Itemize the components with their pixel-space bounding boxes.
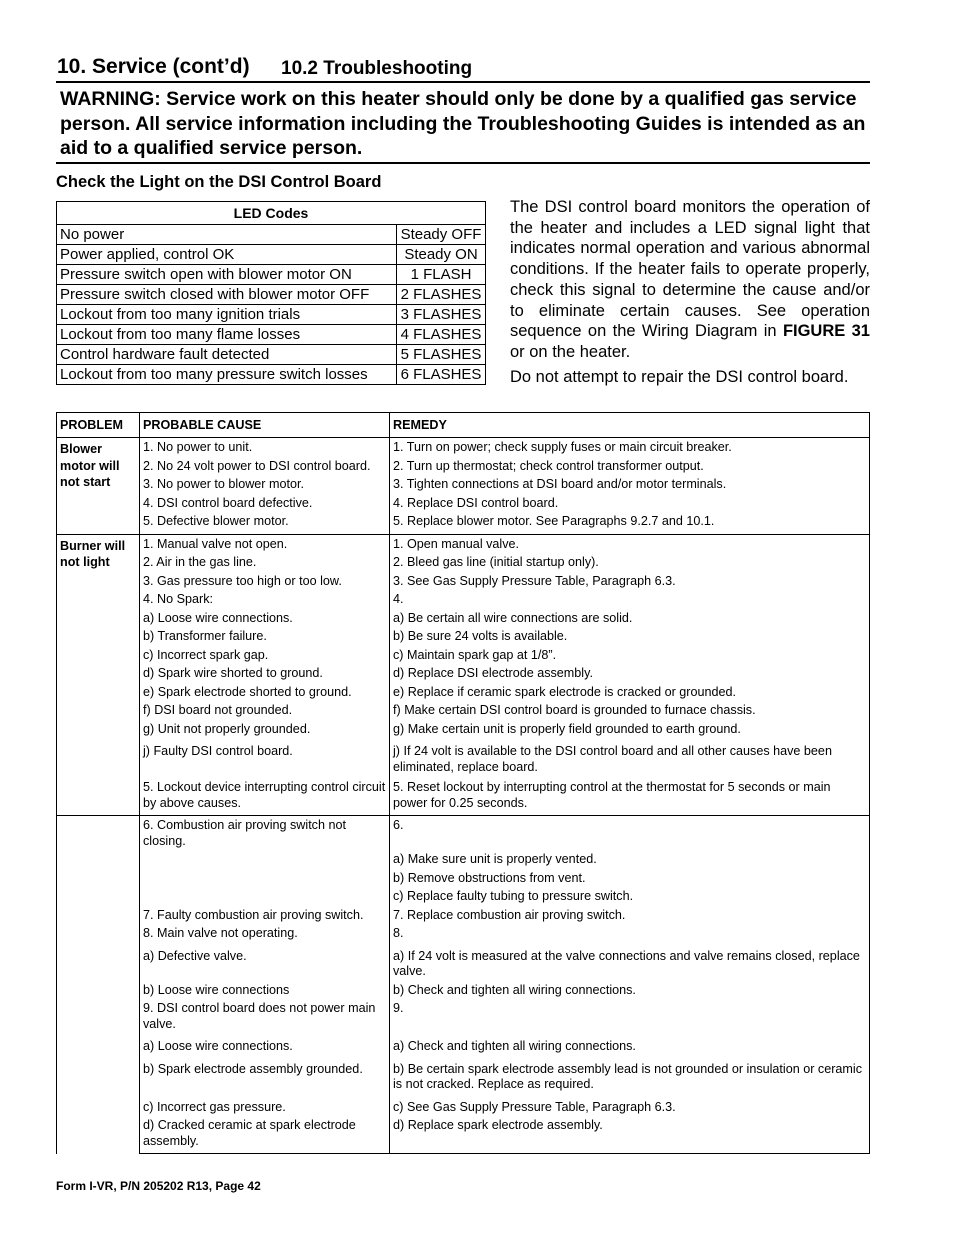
- cause-cell: 1. Manual valve not open.: [140, 534, 390, 553]
- remedy-cell: 5. Replace blower motor. See Paragraphs 9.2.7 and 10.1.: [390, 512, 870, 534]
- led-condition: Lockout from too many flame losses: [57, 325, 397, 345]
- led-code: 3 FLASHES: [397, 305, 486, 325]
- remedy-cell: 6.: [390, 816, 870, 851]
- remedy-cell: j) If 24 volt is available to the DSI control board and all other causes have been eliminated, replace board.: [390, 738, 870, 776]
- remedy-cell: a) If 24 volt is measured at the valve connections and valve remains closed, replace valve.: [390, 943, 870, 981]
- table-row: [57, 999, 870, 1033]
- led-code: 2 FLASHES: [397, 285, 486, 305]
- cause-cell: j) Faulty DSI control board.: [140, 738, 390, 776]
- table-row: [57, 609, 870, 628]
- table-row: [57, 494, 870, 513]
- header-problem: PROBLEM: [57, 413, 140, 438]
- remedy-cell: g) Make certain unit is properly field grounded to earth ground.: [390, 720, 870, 739]
- warning-text: WARNING: Service work on this heater should only be done by a qualified gas service person. All service information including the Troubleshooting Guides is intended as an aid to a qualified service person.: [60, 88, 866, 159]
- table-row: [57, 738, 870, 776]
- cause-cell: [140, 887, 390, 906]
- led-row: [57, 225, 486, 245]
- cause-cell: 2. No 24 volt power to DSI control board.: [140, 457, 390, 476]
- table-row: [57, 701, 870, 720]
- cause-cell: 4. No Spark:: [140, 590, 390, 609]
- led-row: [57, 285, 486, 305]
- cause-cell: a) Loose wire connections.: [140, 609, 390, 628]
- section-title: 10. Service (cont’d): [57, 55, 250, 78]
- remedy-cell: 9.: [390, 999, 870, 1033]
- cause-cell: c) Incorrect spark gap.: [140, 646, 390, 665]
- led-code: 4 FLASHES: [397, 325, 486, 345]
- led-condition: Pressure switch open with blower motor ON: [57, 265, 397, 285]
- remedy-cell: 3. Tighten connections at DSI board and/or motor terminals.: [390, 475, 870, 494]
- figure-reference: FIGURE 31: [782, 322, 870, 341]
- table-row: [57, 943, 870, 981]
- problem-cell: Blower motor will not start: [57, 438, 140, 535]
- remedy-cell: b) Be certain spark electrode assembly lead is not grounded or insulation or ceramic is not cracked. Replace as required.: [390, 1056, 870, 1094]
- remedy-cell: c) Replace faulty tubing to pressure switch.: [390, 887, 870, 906]
- table-row: [57, 512, 870, 534]
- led-code: 1 FLASH: [397, 265, 486, 285]
- led-code: Steady ON: [397, 245, 486, 265]
- remedy-cell: 8.: [390, 924, 870, 943]
- cause-cell: c) Incorrect gas pressure.: [140, 1094, 390, 1117]
- subsection-title: 10.2 Troubleshooting: [281, 58, 473, 79]
- check-light-heading: Check the Light on the DSI Control Board: [56, 173, 382, 191]
- led-row: [57, 365, 486, 385]
- dsi-repair-note: Do not attempt to repair the DSI control board.: [510, 367, 849, 386]
- table-row: [57, 1056, 870, 1094]
- table-row: [57, 572, 870, 591]
- table-row: [57, 646, 870, 665]
- cause-cell: 3. Gas pressure too high or too low.: [140, 572, 390, 591]
- table-row: [57, 664, 870, 683]
- remedy-cell: 3. See Gas Supply Pressure Table, Paragraph 6.3.: [390, 572, 870, 591]
- table-row: [57, 553, 870, 572]
- table-row: [57, 776, 870, 816]
- table-row: [57, 887, 870, 906]
- cause-cell: [140, 850, 390, 869]
- led-condition: Power applied, control OK: [57, 245, 397, 265]
- led-condition: Control hardware fault detected: [57, 345, 397, 365]
- problem-cell: [57, 816, 140, 1154]
- remedy-cell: 5. Reset lockout by interrupting control at the thermostat for 5 seconds or main power for 0.25 seconds.: [390, 776, 870, 816]
- cause-cell: b) Loose wire connections: [140, 981, 390, 1000]
- table-row: [57, 590, 870, 609]
- table-row: [57, 850, 870, 869]
- remedy-cell: f) Make certain DSI control board is grounded to furnace chassis.: [390, 701, 870, 720]
- remedy-cell: a) Be certain all wire connections are solid.: [390, 609, 870, 628]
- cause-cell: b) Transformer failure.: [140, 627, 390, 646]
- table-row: [57, 720, 870, 739]
- cause-cell: [140, 869, 390, 888]
- remedy-cell: 4.: [390, 590, 870, 609]
- cause-cell: b) Spark electrode assembly grounded.: [140, 1056, 390, 1094]
- remedy-cell: 1. Open manual valve.: [390, 534, 870, 553]
- led-codes-header: LED Codes: [57, 202, 486, 225]
- remedy-cell: a) Make sure unit is properly vented.: [390, 850, 870, 869]
- warning-rule: [56, 162, 870, 164]
- table-row: [57, 924, 870, 943]
- led-row: [57, 325, 486, 345]
- dsi-description: [510, 197, 870, 387]
- led-code: 5 FLASHES: [397, 345, 486, 365]
- cause-cell: 2. Air in the gas line.: [140, 553, 390, 572]
- remedy-cell: c) See Gas Supply Pressure Table, Paragraph 6.3.: [390, 1094, 870, 1117]
- table-row: [57, 906, 870, 925]
- cause-cell: 4. DSI control board defective.: [140, 494, 390, 513]
- table-row: [57, 1094, 870, 1117]
- cause-cell: 1. No power to unit.: [140, 438, 390, 457]
- cause-cell: 7. Faulty combustion air proving switch.: [140, 906, 390, 925]
- table-row: [57, 457, 870, 476]
- top-rule: [56, 81, 870, 83]
- table-row: [57, 1116, 870, 1154]
- cause-cell: e) Spark electrode shorted to ground.: [140, 683, 390, 702]
- cause-cell: 6. Combustion air proving switch not closing.: [140, 816, 390, 851]
- remedy-cell: b) Remove obstructions from vent.: [390, 869, 870, 888]
- header-remedy: REMEDY: [390, 413, 870, 438]
- table-row: [57, 475, 870, 494]
- led-condition: No power: [57, 225, 397, 245]
- table-row: [57, 1033, 870, 1056]
- cause-cell: g) Unit not properly grounded.: [140, 720, 390, 739]
- table-row: [57, 627, 870, 646]
- remedy-cell: c) Maintain spark gap at 1/8”.: [390, 646, 870, 665]
- cause-cell: d) Spark wire shorted to ground.: [140, 664, 390, 683]
- led-code: Steady OFF: [397, 225, 486, 245]
- table-row: [57, 534, 870, 553]
- cause-cell: 5. Lockout device interrupting control circuit by above causes.: [140, 776, 390, 816]
- led-row: [57, 245, 486, 265]
- led-row: [57, 265, 486, 285]
- remedy-cell: d) Replace spark electrode assembly.: [390, 1116, 870, 1154]
- remedy-cell: a) Check and tighten all wiring connections.: [390, 1033, 870, 1056]
- remedy-cell: 7. Replace combustion air proving switch.: [390, 906, 870, 925]
- cause-cell: a) Loose wire connections.: [140, 1033, 390, 1056]
- cause-cell: 5. Defective blower motor.: [140, 512, 390, 534]
- page-footer: Form I-VR, P/N 205202 R13, Page 42: [56, 1179, 261, 1193]
- cause-cell: 3. No power to blower motor.: [140, 475, 390, 494]
- problem-cell: Burner will not light: [57, 534, 140, 816]
- led-code: 6 FLASHES: [397, 365, 486, 385]
- remedy-cell: e) Replace if ceramic spark electrode is cracked or grounded.: [390, 683, 870, 702]
- remedy-cell: 2. Bleed gas line (initial startup only).: [390, 553, 870, 572]
- led-row: [57, 345, 486, 365]
- led-condition: Lockout from too many ignition trials: [57, 305, 397, 325]
- cause-cell: f) DSI board not grounded.: [140, 701, 390, 720]
- header-probable-cause: PROBABLE CAUSE: [140, 413, 390, 438]
- cause-cell: a) Defective valve.: [140, 943, 390, 981]
- led-codes-table: [56, 201, 486, 385]
- table-row: [57, 816, 870, 851]
- remedy-cell: 2. Turn up thermostat; check control transformer output.: [390, 457, 870, 476]
- remedy-cell: 4. Replace DSI control board.: [390, 494, 870, 513]
- remedy-cell: b) Be sure 24 volts is available.: [390, 627, 870, 646]
- led-row: [57, 305, 486, 325]
- remedy-cell: b) Check and tighten all wiring connections.: [390, 981, 870, 1000]
- table-row: [57, 438, 870, 457]
- troubleshooting-table: [56, 412, 870, 1154]
- cause-cell: d) Cracked ceramic at spark electrode assembly.: [140, 1116, 390, 1154]
- table-row: [57, 981, 870, 1000]
- cause-cell: 8. Main valve not operating.: [140, 924, 390, 943]
- table-row: [57, 683, 870, 702]
- table-row: [57, 869, 870, 888]
- cause-cell: 9. DSI control board does not power main valve.: [140, 999, 390, 1033]
- led-condition: Pressure switch closed with blower motor OFF: [57, 285, 397, 305]
- remedy-cell: 1. Turn on power; check supply fuses or main circuit breaker.: [390, 438, 870, 457]
- dsi-paragraph: The DSI control board monitors the operation of the heater and includes a LED signal light that indicates normal operation and various abnormal conditions. If the heater fails to operate properly, check this signal to determine the cause and/or to eliminate certain causes. See operation sequence on the Wiring Diagram in FIGURE 31 or on the heater.: [510, 198, 870, 361]
- remedy-cell: d) Replace DSI electrode assembly.: [390, 664, 870, 683]
- led-condition: Lockout from too many pressure switch losses: [57, 365, 397, 385]
